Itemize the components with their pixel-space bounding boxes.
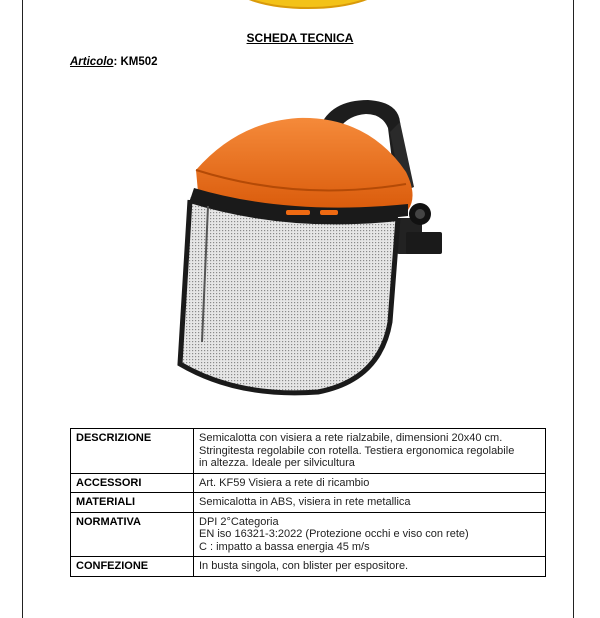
spec-value bbox=[194, 557, 546, 577]
spec-table bbox=[70, 428, 546, 577]
spec-label: NORMATIVA bbox=[71, 512, 194, 557]
spec-value bbox=[194, 512, 546, 557]
spec-value-line: Semicalotta in ABS, visiera in rete metallica bbox=[199, 496, 411, 508]
spec-row-materiali bbox=[71, 493, 546, 513]
spec-value-line: in altezza. Ideale per silvicultura bbox=[199, 457, 355, 469]
spec-label: MATERIALI bbox=[71, 493, 194, 513]
spec-value-line: C : impatto a bassa energia 45 m/s bbox=[199, 540, 370, 553]
spec-label: CONFEZIONE bbox=[71, 557, 194, 577]
spec-value-line: Art. KF59 Visiera a rete di ricambio bbox=[199, 476, 370, 489]
face-shield-mesh-visor-icon bbox=[168, 92, 468, 412]
spec-value bbox=[194, 473, 546, 493]
brand-logo bbox=[228, 0, 388, 12]
spec-row-descrizione bbox=[71, 429, 546, 474]
spec-value-line: EN iso 16321-3:2022 (Protezione occhi e viso con rete) bbox=[199, 528, 469, 540]
article-code: KM502 bbox=[120, 56, 158, 68]
page-title: SCHEDA TECNICA bbox=[246, 31, 354, 45]
article-line: Articolo: KM502 bbox=[70, 56, 158, 68]
spec-row-normativa bbox=[71, 512, 546, 557]
spec-value-line: In busta singola, con blister per espositore. bbox=[199, 560, 409, 572]
spec-value-line: Stringitesta regolabile con rotella. Testiera ergonomica regolabile bbox=[199, 444, 515, 457]
article-label: Articolo bbox=[70, 56, 114, 68]
spec-value bbox=[194, 429, 546, 474]
spec-label: ACCESSORI bbox=[71, 473, 194, 493]
spec-value bbox=[194, 493, 546, 513]
spec-value-line: Semicalotta con visiera a rete rialzabile, dimensioni 20x40 cm. bbox=[199, 432, 503, 444]
spec-row-confezione bbox=[71, 557, 546, 577]
spec-label: DESCRIZIONE bbox=[71, 429, 194, 474]
spec-value-line: DPI 2°Categoria bbox=[199, 515, 279, 528]
spec-row-accessori bbox=[71, 473, 546, 493]
